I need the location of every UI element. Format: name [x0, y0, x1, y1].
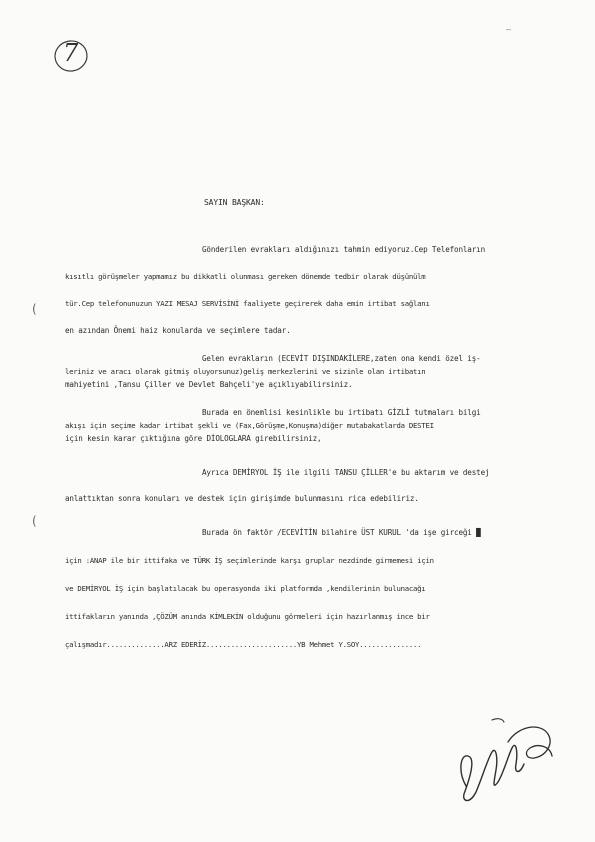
signature-mark — [448, 712, 568, 808]
handwritten-page-number: 7 — [63, 39, 79, 67]
text-line: mahiyetini ,Tansu Çiller ve Devlet Bahçeli'ye açıklıyabilirsiniz. — [65, 380, 353, 389]
text-line: çalışmadır..............ARZ EDERİZ......................YB Mehmet Y.SOY............... — [65, 640, 422, 649]
salutation: SAYIN BAŞKAN: — [204, 198, 265, 207]
text-line: için :ANAP ile bir ittifaka ve TÜRK İŞ seçimlerinde karşı gruplar nezdinde girmemesi için — [65, 556, 434, 565]
text-line: anlattıktan sonra konuları ve destek için girişimde bulunmasını rica edebiliriz. — [65, 494, 419, 503]
text-line: tür.Cep telefonunuzun YAZI MESAJ SERVİSİNİ faaliyete geçirerek daha emin irtibat sağlanı — [65, 299, 430, 308]
text-line: ittifakların yanında ,ÇÖZÜM anında KİMLEKİN olduğunu görmeleri için hazırlanmış ince bir — [65, 612, 430, 621]
margin-mark: ( — [32, 302, 37, 316]
margin-mark: ( — [32, 514, 37, 528]
text-line: Burada ön faktör /ECEVİTİN bilahire ÜST KURUL 'da işe girceği █ — [202, 528, 481, 537]
text-line: en azından Önemi haiz konularda ve seçimlere tadar. — [65, 326, 291, 335]
text-line: akışı için seçime kadar irtibat şekli ve (Fax,Görüşme,Konuşma)diğer mutabakatlarda DESTEI — [65, 421, 434, 430]
text-line: leriniz ve aracı olarak gitmiş oluyorsunuz)geliş merkezlerini ve sizinle olan irtibatın — [65, 367, 426, 376]
text-line: ve DEMİRYOL İŞ için başlatılacak bu operasyonda iki platformda ,kendilerinin bulunacağı — [65, 584, 426, 593]
text-line: Ayrıca DEMİRYOL İŞ ile ilgili TANSU ÇİLLER'e bu aktarım ve destej — [202, 468, 490, 477]
text-line: Gelen evrakların (ECEVİT DIŞINDAKİLERE,zaten ona kendi özel iş- — [202, 354, 481, 363]
corner-mark: — — [506, 25, 511, 34]
text-line: Burada en önemlisi kesinlikle bu irtibatı GİZLİ tutmaları bilgi — [202, 408, 481, 417]
text-line: için kesin karar çıktığına göre DİOLOGLARA girebilirsiniz, — [65, 434, 322, 443]
text-line: kısıtlı görüşmeler yapmamız bu dikkatli olunması gereken dönemde tedbir olarak düşünülm — [65, 272, 426, 281]
text-line: Gönderilen evrakları aldığınızı tahmin ediyoruz.Cep Telefonların — [202, 245, 485, 254]
